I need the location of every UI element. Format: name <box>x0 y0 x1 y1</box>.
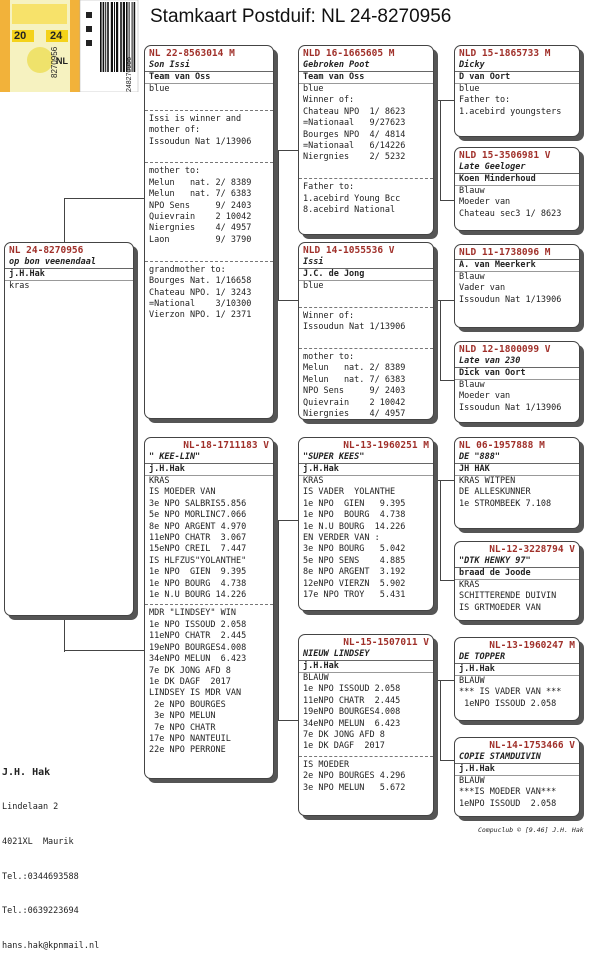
dashed-separator <box>299 307 433 308</box>
pigeon-name: Son Issi <box>145 60 273 72</box>
info-line: Quievrain 2 10042 <box>303 397 406 408</box>
info-line: Issoudun Nat 1/13906 <box>459 402 562 413</box>
ring-number: NL-13-1960251 M <box>343 440 429 451</box>
info-line: 1e NPO ISSOUD 2.058 <box>303 684 401 695</box>
info-line: 1e NPO GIEN 9.395 <box>303 498 406 509</box>
info-line: 1e DK DAGF 2017 <box>149 676 231 687</box>
info-line: Quievrain 2 10042 <box>149 212 252 223</box>
address-line: 4021XL Maurik <box>2 836 74 847</box>
info-line: BLAUW <box>303 673 329 683</box>
pigeon-card-dss <box>454 437 580 529</box>
pigeon-name: Late van 230 <box>455 356 579 368</box>
info-line <box>299 292 433 303</box>
info-line: IS MOEDER <box>303 759 350 770</box>
phone-line: Tel.:0639223694 <box>2 906 79 917</box>
info-line: 7e DK JONG AFD 8 <box>303 730 385 741</box>
info-line: 12eNPO VIERZN 5.902 <box>303 578 406 589</box>
info-line: Melun nat. 7/ 6383 <box>149 189 252 200</box>
info-line: Issoudun Nat 1/13906 <box>303 322 406 333</box>
pigeon-card-dam-dam <box>298 634 434 816</box>
info-line: kras <box>9 281 30 291</box>
info-line: 1e NPO GIEN 9.395 <box>149 567 247 578</box>
info-line: =National 3/10300 <box>149 298 252 309</box>
info-line: Moeder van <box>459 391 511 402</box>
connector <box>440 680 441 760</box>
barcode-bar <box>120 2 122 72</box>
pigeon-card-sire <box>144 45 274 419</box>
info-line <box>145 246 273 257</box>
address-line: Lindelaan 2 <box>2 801 59 812</box>
owner: J.C. de Jong <box>299 269 433 281</box>
info-line: 8e NPO ARGENT 4.970 <box>149 521 247 532</box>
connector <box>440 580 454 581</box>
ring-number: NL 22-8563014 M <box>149 48 235 59</box>
pigeon-name: Issi <box>299 257 433 269</box>
info-line: 3e NPO BOURG 5.042 <box>303 544 406 555</box>
info-line: 34eNPO MELUN 6.423 <box>303 718 401 729</box>
info-line: Issi is winner and <box>149 113 242 124</box>
info-line: 7e DK JONG AFD 8 <box>149 665 231 676</box>
info-line: 19eNPO BOURGES4.008 <box>149 642 247 653</box>
info-line: Father to: <box>303 182 355 193</box>
info-line: IS GRTMOEDER VAN <box>459 602 541 613</box>
pigeon-card-sire-dam <box>298 242 434 420</box>
pigeon-name: " KEE-LIN" <box>145 452 273 464</box>
dashed-separator <box>145 604 273 605</box>
info-line: NPO Sens 9/ 2403 <box>149 200 252 211</box>
info-line: 11eNPO CHATR 2.445 <box>303 695 401 706</box>
barcode-bar <box>103 2 105 72</box>
pigeon-name: COPIE STAMDUIVIN <box>455 752 579 764</box>
pigeon-card-ssd <box>454 147 580 231</box>
barcode-bar <box>134 2 136 72</box>
barcode-bar <box>111 2 113 72</box>
info-line: Winner of: <box>303 95 355 106</box>
info-line: Melun nat. 2/ 8389 <box>303 363 406 374</box>
ring-number: NLD 14-1055536 V <box>303 245 395 256</box>
info-line: Issoudun Nat 1/13906 <box>459 294 562 305</box>
pigeon-card-dam <box>144 437 274 779</box>
ring-number: NL-13-1960247 M <box>489 640 575 651</box>
owner: Team van Oss <box>145 72 273 84</box>
email-line: hans.hak@kpnmail.nl <box>2 941 100 952</box>
info-line: 1e STROMBEEK 7.108 <box>459 498 552 509</box>
pigeon-card-dds <box>454 637 580 721</box>
info-line: Vierzon NPO. 1/ 2371 <box>149 310 252 321</box>
owner: braad de Joode <box>455 568 579 580</box>
info-line: mother to: <box>149 166 201 177</box>
info-line: 11eNPO CHATR 2.445 <box>149 631 247 642</box>
info-line: =Nationaal 6/14226 <box>303 141 406 152</box>
connector <box>432 100 454 101</box>
info-line: 7e NPO CHATR <box>149 722 216 733</box>
connector <box>278 720 298 721</box>
info-line: 2e NPO BOURGES <box>149 699 226 710</box>
info-line: 1eNPO ISSOUD 2.058 <box>459 798 557 809</box>
info-line: DE ALLESKUNNER <box>459 487 531 498</box>
owner: A. van Meerkerk <box>455 260 579 272</box>
info-line: 19eNPO BOURGES4.008 <box>303 707 401 718</box>
barcode-number: 248270956 <box>126 56 133 92</box>
connector <box>432 300 454 301</box>
info-line: Chateau sec3 1/ 8623 <box>459 208 562 219</box>
ring-number: NLD 16-1665605 M <box>303 48 395 59</box>
owner: j.H.Hak <box>5 269 133 281</box>
info-line: 1.acebird youngsters <box>459 106 562 117</box>
info-line: BLAUW <box>459 676 485 686</box>
info-line <box>299 334 433 345</box>
pigeon-name: NIEUW LINDSEY <box>299 649 433 661</box>
info-line: 11eNPO CHATR 3.067 <box>149 533 247 544</box>
ring-number: NLD 15-1865733 M <box>459 48 551 59</box>
info-line: ***IS MOEDER VAN*** <box>459 787 557 798</box>
info-line <box>299 164 433 175</box>
connector <box>432 480 454 481</box>
info-line: 22e NPO PERRONE <box>149 745 226 756</box>
info-line: Niergnies 4/ 4957 <box>303 409 406 420</box>
connector <box>278 520 279 720</box>
info-line: Bourges Nat. 1/16658 <box>149 276 252 287</box>
sticker-graphic <box>0 0 140 92</box>
info-line: 2e NPO BOURGES 4.296 <box>303 771 406 782</box>
info-line: grandmother to: <box>149 264 226 275</box>
info-line: 5e NPO MORLINC7.066 <box>149 510 247 521</box>
connector <box>432 680 454 681</box>
info-line: blue <box>149 84 170 94</box>
info-line: KRAS WITPEN <box>459 476 516 486</box>
barcode-bar <box>123 2 125 72</box>
owner-name: J.H. Hak <box>2 767 51 779</box>
sticker-ring: 8270956 <box>50 46 59 78</box>
info-line: BLAUW <box>459 776 485 786</box>
info-line: IS MOEDER VAN <box>149 487 216 498</box>
footer-credit: Compuclub © [9.46] J.H. Hak <box>478 826 584 834</box>
connector <box>278 150 279 300</box>
connector <box>440 480 441 580</box>
barcode-bar <box>116 2 118 72</box>
sticker-year-right: 24 <box>50 30 63 42</box>
pigeon-name: "SUPER KEES" <box>299 452 433 464</box>
info-line: 17e NPO NANTEUIL <box>149 733 231 744</box>
info-line: Laon 9/ 3790 <box>149 234 252 245</box>
info-line: 1.acebird Young Bcc <box>303 193 401 204</box>
info-line: Winner of: <box>303 310 355 321</box>
owner: j.H.Hak <box>455 664 579 676</box>
sticker-country: NL <box>56 56 68 66</box>
barcode-bar <box>105 2 106 72</box>
pigeon-card-sire-sire <box>298 45 434 235</box>
info-line: Blauw <box>459 186 485 196</box>
info-line: LINDSEY IS MDR VAN <box>149 688 242 699</box>
pigeon-name: Gebroken Poot <box>299 60 433 72</box>
info-line: KRAS <box>149 476 170 486</box>
connector <box>64 198 144 199</box>
info-line: Issoudun Nat 1/13906 <box>149 136 252 147</box>
dashed-separator <box>145 261 273 262</box>
sticker-year-left: 20 <box>14 30 27 42</box>
info-line: 1e N.U BOURG 14.226 <box>149 590 247 601</box>
info-line: KRAS <box>459 580 480 590</box>
pigeon-card-dsd <box>454 541 580 621</box>
connector <box>278 300 298 301</box>
info-line: NPO Sens 9/ 2403 <box>303 386 406 397</box>
info-line: Vader van <box>459 283 506 294</box>
info-line: *** IS VADER VAN *** <box>459 687 562 698</box>
info-line: 1e DK DAGF 2017 <box>303 741 385 752</box>
ring-sticker <box>0 0 140 92</box>
connector <box>440 300 441 380</box>
info-line: 5e NPO SENS 4.885 <box>303 555 406 566</box>
info-line: KRAS <box>303 476 324 486</box>
dashed-separator <box>299 756 433 757</box>
pigeon-name: op bon veenendaal <box>5 257 133 269</box>
dashed-separator <box>299 348 433 349</box>
page-title: Stamkaart Postduif: NL 24-8270956 <box>150 6 452 27</box>
info-line: 3e NPO MELUN 5.672 <box>303 782 406 793</box>
info-line: 1e NPO BOURG 4.738 <box>149 578 247 589</box>
info-line: Father to: <box>459 95 511 106</box>
info-line: Moeder van <box>459 197 511 208</box>
owner: j.H.Hak <box>299 464 433 476</box>
info-line: 17e NPO TROY 5.431 <box>303 590 406 601</box>
barcode-bar <box>107 2 109 72</box>
barcode-bar <box>100 2 102 72</box>
info-line: 1e NPO ISSOUD 2.058 <box>149 619 247 630</box>
pigeon-name: Dicky <box>455 60 579 72</box>
pigeon-name: DE TOPPER <box>455 652 579 664</box>
info-line: Chateau NPO 1/ 8623 <box>303 106 406 117</box>
connector <box>270 520 298 521</box>
info-line: Melun nat. 2/ 8389 <box>149 177 252 188</box>
info-line: mother to: <box>303 352 355 363</box>
info-line: 1eNPO ISSOUD 2.058 <box>459 698 557 709</box>
pigeon-name: Late Geeloger <box>455 162 579 174</box>
owner: j.H.Hak <box>145 464 273 476</box>
info-line: Melun nat. 7/ 6383 <box>303 374 406 385</box>
pigeon-card-dam-sire <box>298 437 434 611</box>
info-line <box>145 95 273 106</box>
info-line: blue <box>459 84 480 94</box>
owner-address <box>2 744 99 964</box>
ring-number: NL 06-1957888 M <box>459 440 545 451</box>
info-line: 34eNPO MELUN 6.423 <box>149 654 247 665</box>
owner: D van Oort <box>455 72 579 84</box>
info-line: 3e NPO SALBRIS5.856 <box>149 498 247 509</box>
info-line: blue <box>303 281 324 291</box>
dashed-separator <box>145 110 273 111</box>
ring-number: NL-14-1753466 V <box>489 740 575 751</box>
info-line: Blauw <box>459 380 485 390</box>
info-line: MDR "LINDSEY" WIN <box>149 608 236 619</box>
ring-number: NL 24-8270956 <box>9 245 84 256</box>
info-line: EN VERDER VAN : <box>303 533 380 544</box>
info-line: 15eNPO CREIL 7.447 <box>149 544 247 555</box>
info-line: 3e NPO MELUN <box>149 711 216 722</box>
owner: JH HAK <box>455 464 579 476</box>
pigeon-card-sdd <box>454 341 580 423</box>
ring-number: NL-18-1711183 V <box>183 440 269 451</box>
ring-number: NL-12-3228794 V <box>489 544 575 555</box>
connector <box>270 150 298 151</box>
owner: j.H.Hak <box>299 661 433 673</box>
owner: Team van Oss <box>299 72 433 84</box>
info-line: Blauw <box>459 272 485 282</box>
dashed-separator <box>145 162 273 163</box>
connector <box>440 200 454 201</box>
connector <box>440 760 454 761</box>
info-line: mother of: <box>149 125 201 136</box>
pigeon-name: DE "888" <box>455 452 579 464</box>
info-line: SCHITTERENDE DUIVIN <box>459 591 557 602</box>
barcode-bar <box>114 2 115 72</box>
ring-number: NL-15-1507011 V <box>343 637 429 648</box>
owner: Dick van Oort <box>455 368 579 380</box>
info-line: 8.acebird National <box>303 205 396 216</box>
connector <box>440 380 454 381</box>
info-line: IS VADER YOLANTHE <box>303 487 396 498</box>
phone-line: Tel.:0344693588 <box>2 871 79 882</box>
info-line: Niergnies 2/ 5232 <box>303 152 406 163</box>
ring-number: NLD 11-1738096 M <box>459 247 551 258</box>
info-line <box>145 148 273 159</box>
info-line: 1e NPO BOURG 4.738 <box>303 510 406 521</box>
connector <box>440 100 441 200</box>
info-line: =Nationaal 9/27623 <box>303 118 406 129</box>
dashed-separator <box>299 178 433 179</box>
connector <box>64 612 65 652</box>
info-line: Bourges NPO 4/ 4814 <box>303 129 406 140</box>
info-line: 1e N.U BOURG 14.226 <box>303 521 406 532</box>
connector <box>64 650 144 651</box>
pigeon-card-subject <box>4 242 134 616</box>
info-line: IS HLFZUS"YOLANTHE" <box>149 555 247 566</box>
ring-number: NLD 15-3506981 V <box>459 150 551 161</box>
info-line: 8e NPO ARGENT 3.192 <box>303 567 406 578</box>
ring-number: NLD 12-1800099 V <box>459 344 551 355</box>
pigeon-name: "DTK HENKY 97" <box>455 556 579 568</box>
info-line: Chateau NPO. 1/ 3243 <box>149 287 252 298</box>
info-line: Niergnies 4/ 4957 <box>149 223 252 234</box>
info-line: blue <box>303 84 324 94</box>
pigeon-card-sss <box>454 45 580 137</box>
pigeon-card-sds <box>454 244 580 328</box>
owner: j.H.Hak <box>455 764 579 776</box>
owner: Koen Minderhoud <box>455 174 579 186</box>
pigeon-card-ddd <box>454 737 580 817</box>
connector <box>64 198 65 244</box>
